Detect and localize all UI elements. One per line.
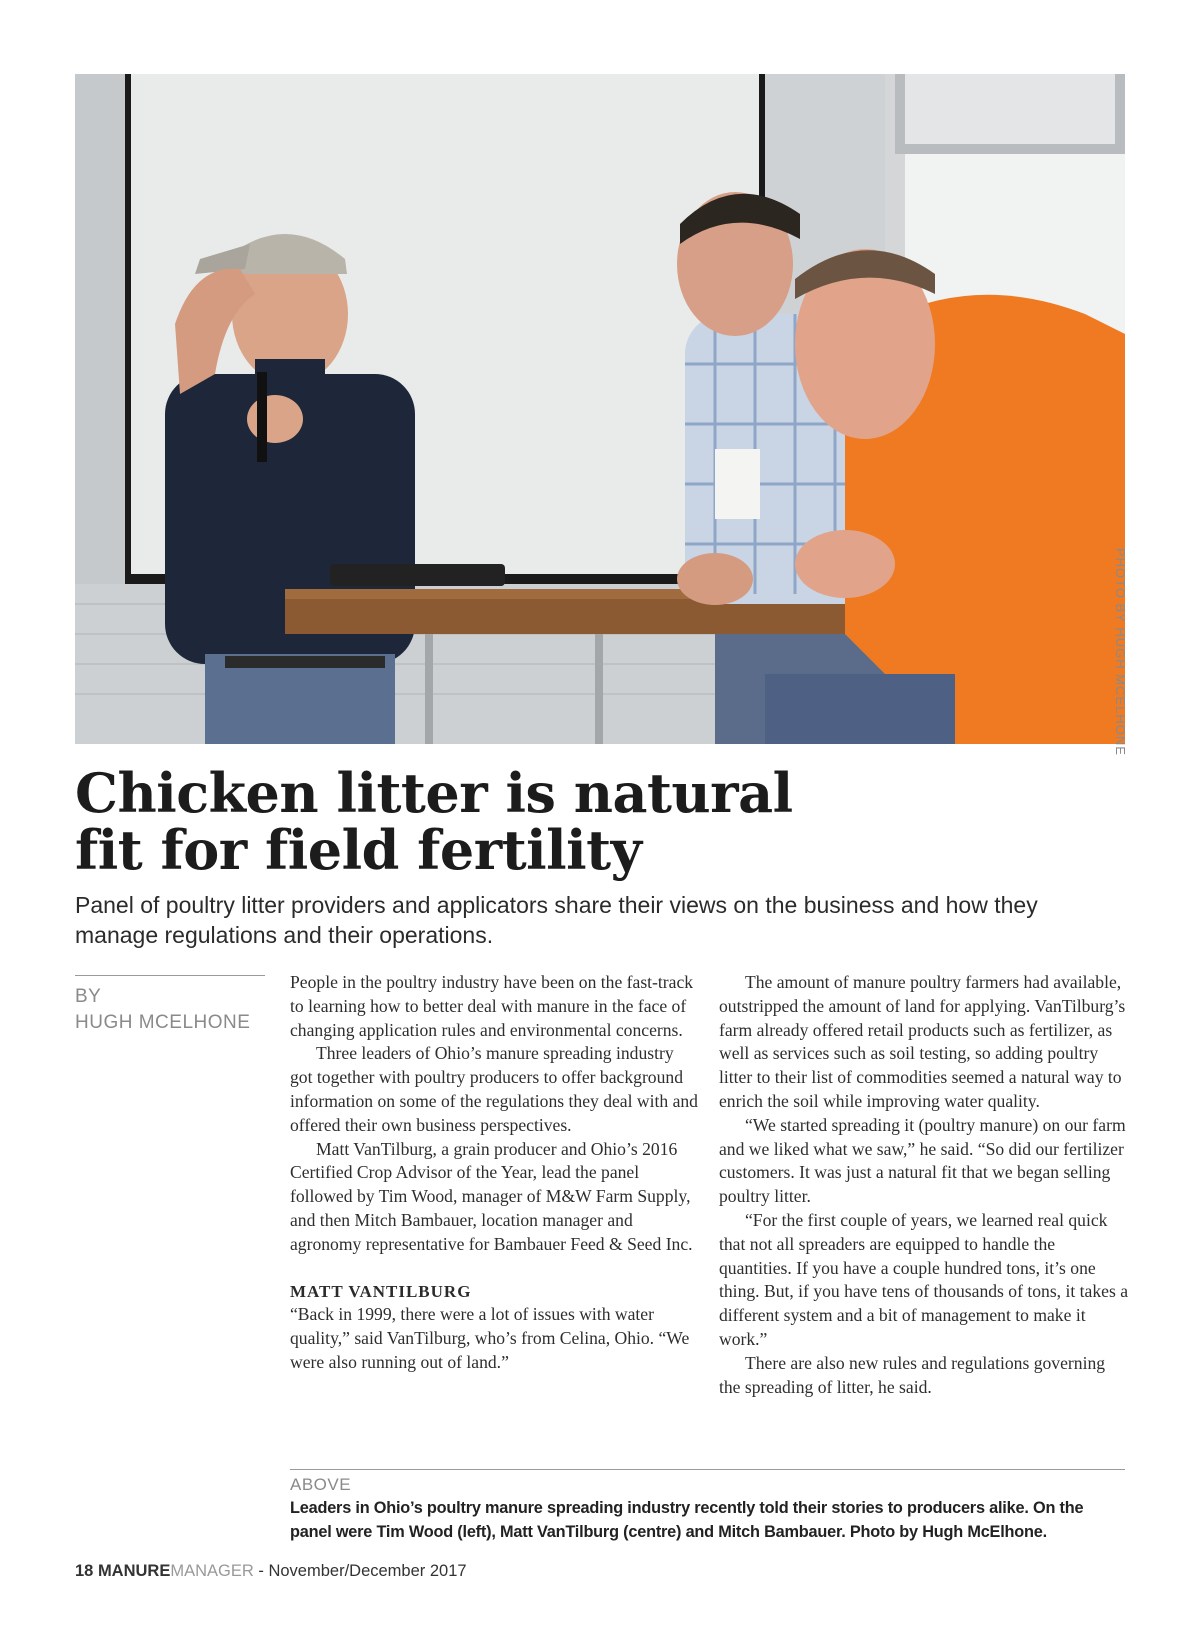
magazine-name-light: MANAGER: [170, 1562, 254, 1580]
section-subhead: MATT VANTILBURG: [290, 1281, 472, 1301]
paragraph: Three leaders of Ohio’s manure spreading industry got together with poultry producers to offer background information on some of the regulations they deal with and offered their own business perspectives.: [290, 1043, 698, 1135]
photo-caption: [290, 1469, 1125, 1544]
panel-photo-illustration: [75, 74, 1125, 744]
byline-label: BY: [75, 986, 102, 1007]
paragraph: The amount of manure poultry farmers had available, outstripped the amount of land for applying. VanTilburg’s farm already offered retail products such as fertilizer, as well as services such as soil testing, so adding poultry litter to their list of commodities seemed a natural way to enrich the soil while improving water quality.: [719, 972, 1126, 1111]
paragraph: “Back in 1999, there were a lot of issues with water quality,” said VanTilburg, who’s from Celina, Ohio. “We were also running out of land.”: [290, 1304, 690, 1372]
article-column-1: [290, 971, 700, 1375]
byline-author: HUGH MCELHONE: [75, 1012, 251, 1033]
page-number: 18: [75, 1562, 98, 1580]
paragraph: Matt VanTilburg, a grain producer and Ohio’s 2016 Certified Crop Advisor of the Year, lead the panel followed by Tim Wood, manager of M&W Farm Supply, and then Mitch Bambauer, location manager and agronomy representative for Bambauer Feed & Seed Inc.: [290, 1138, 693, 1254]
byline: [75, 975, 265, 1036]
caption-label: ABOVE: [290, 1475, 352, 1494]
headline-line-1: Chicken litter is natural: [75, 761, 793, 825]
page-footer: [75, 1562, 467, 1581]
magazine-name-bold: MANURE: [97, 1562, 171, 1580]
photo-credit: PHOTO BY HUGH MCELHONE: [1113, 548, 1128, 756]
paragraph: “We started spreading it (poultry manure) on our farm and we liked what we saw,” he said. “So did our fertilizer customers. It was just a natural fit that we began selling poultry litter.: [719, 1114, 1126, 1207]
paragraph: People in the poultry industry have been on the fast-track to learning how to better deal with manure in the face of changing application rules and environmental concerns.: [290, 972, 694, 1040]
article-deck: Panel of poultry litter providers and applicators share their views on the business and how they manage regulations and their operations.: [75, 892, 1038, 948]
article-headline: [75, 761, 1125, 882]
article-photo: [75, 74, 1125, 744]
caption-text: Leaders in Ohio’s poultry manure spreading industry recently told their stories to producers alike. On the panel were Tim Wood (left), Matt VanTilburg (centre) and Mitch Bambauer. Photo by Hugh McElhone.: [290, 1499, 1084, 1541]
paragraph: There are also new rules and regulations governing the spreading of litter, he said.: [719, 1352, 1106, 1397]
issue-date: - November/December 2017: [253, 1562, 467, 1580]
article-column-2: [719, 971, 1129, 1399]
paragraph: “For the first couple of years, we learned real quick that not all spreaders are equipped to handle the quantities. If you have a couple hundred tons, it’s one thing. But, if you have tens of thousands of tons, it takes a different system and a bit of management to make it work.”: [719, 1209, 1129, 1349]
headline-line-2: fit for field fertility: [75, 818, 642, 882]
